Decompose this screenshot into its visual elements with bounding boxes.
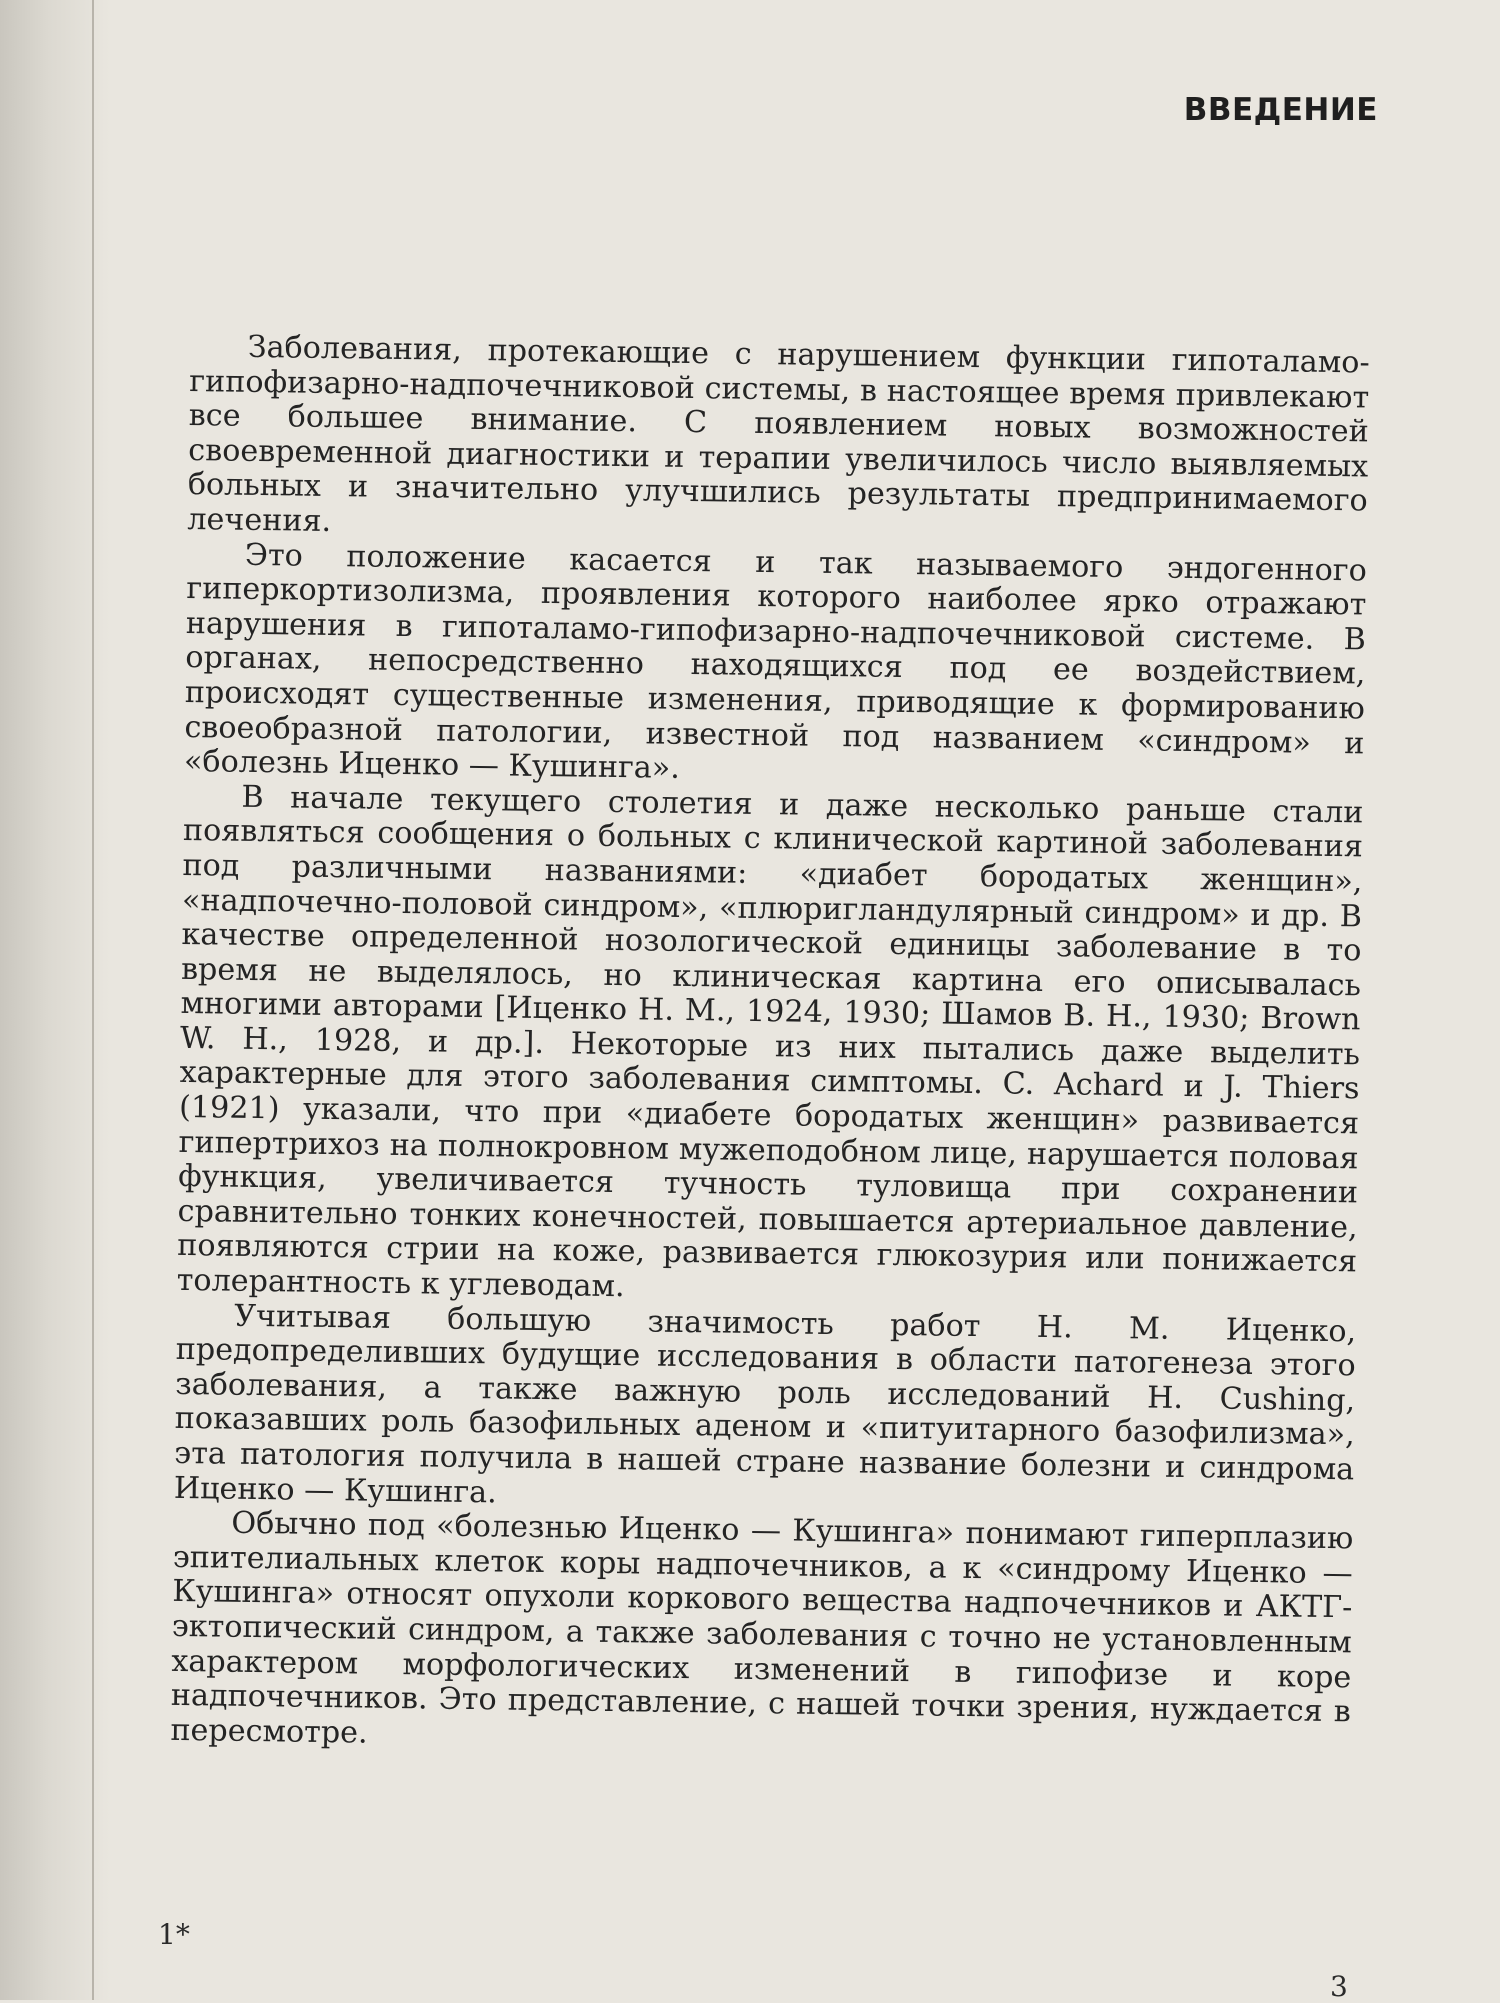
body-text: [170, 330, 1370, 1765]
page-number: 3: [1330, 1970, 1348, 2003]
paragraph-1: Заболевания, протекающие с нарушением функции гипоталамо-гипофизарно-надпочечниковой системы, в настоящее время привлекают все большее внимание. С появлением новых возможностей своевременной диагностики и терапии увеличилось число выявляемых больных и значительно улучшились результаты предпринимаемого лечения.: [187, 329, 1370, 539]
section-heading: ВВЕДЕНИЕ: [1183, 92, 1378, 128]
paragraph-4: Учитывая большую значимость работ Н. М. Иценко, предопределивших будущие исследования в области патогенеза этого заболевания, а также важную роль исследований H. Cushing, показавших роль базофильных аденом и «питуитарного базофилизма», эта патология получила в нашей стране название болезни и синдрома Иценко — Кушинга.: [173, 1298, 1357, 1510]
paragraph-3: В начале текущего столетия и даже несколько раньше стали появляться сообщения о больных с клинической картиной заболевания под различными названиями: «диабет бородатых женщин», «надпочечно-половой синдром», «плюригландулярный синдром» и др. В качестве определенной нозологической единицы заболевание в то время не выделялось, но клиническая картина его описывалась многими авторами [Иценко Н. М., 1924, 1930; Шамов В. Н., 1930; Brown W. H., 1928, и др.]. Некоторые из них пытались даже выделить характерные для этого заболевания симптомы. C. Achard и J. Thiers (1921) указали, что при «диабете бородатых женщин» развивается гипертрихоз на полнокровном мужеподобном лице, нарушается половая функция, увеличивается тучность туловища при сохранении сравнительно тонких конечностей, повышается артериальное давление, появляются стрии на коже, развивается глюкозурия или понижается толерантность к углеводам.: [176, 779, 1364, 1305]
paragraph-5: Обычно под «болезнью Иценко — Кушинга» понимают гиперплазию эпителиальных клеток коры надпочечников, а к «синдрому Иценко — Кушинга» относят опухоли коркового вещества надпочечников и АКТГ-эктопический синдром, а также заболевания с точно не установленным характером морфологических изменений в гипофизе и коре надпочечников. Это представление, с нашей точки зрения, нуждается в пересмотре.: [170, 1505, 1354, 1751]
paragraph-2: Это положение касается и так называемого эндогенного гиперкортизолизма, проявления которого наиболее ярко отражают нарушения в гипоталамо-гипофизарно-надпочечниковой системе. В органах, непосредственно находящихся под ее воздействием, происходят существенные изменения, приводящие к формированию своеобразной патологии, известной под названием «синдром» и «болезнь Иценко — Кушинга».: [183, 537, 1368, 787]
signature-mark: 1*: [158, 1918, 190, 1951]
